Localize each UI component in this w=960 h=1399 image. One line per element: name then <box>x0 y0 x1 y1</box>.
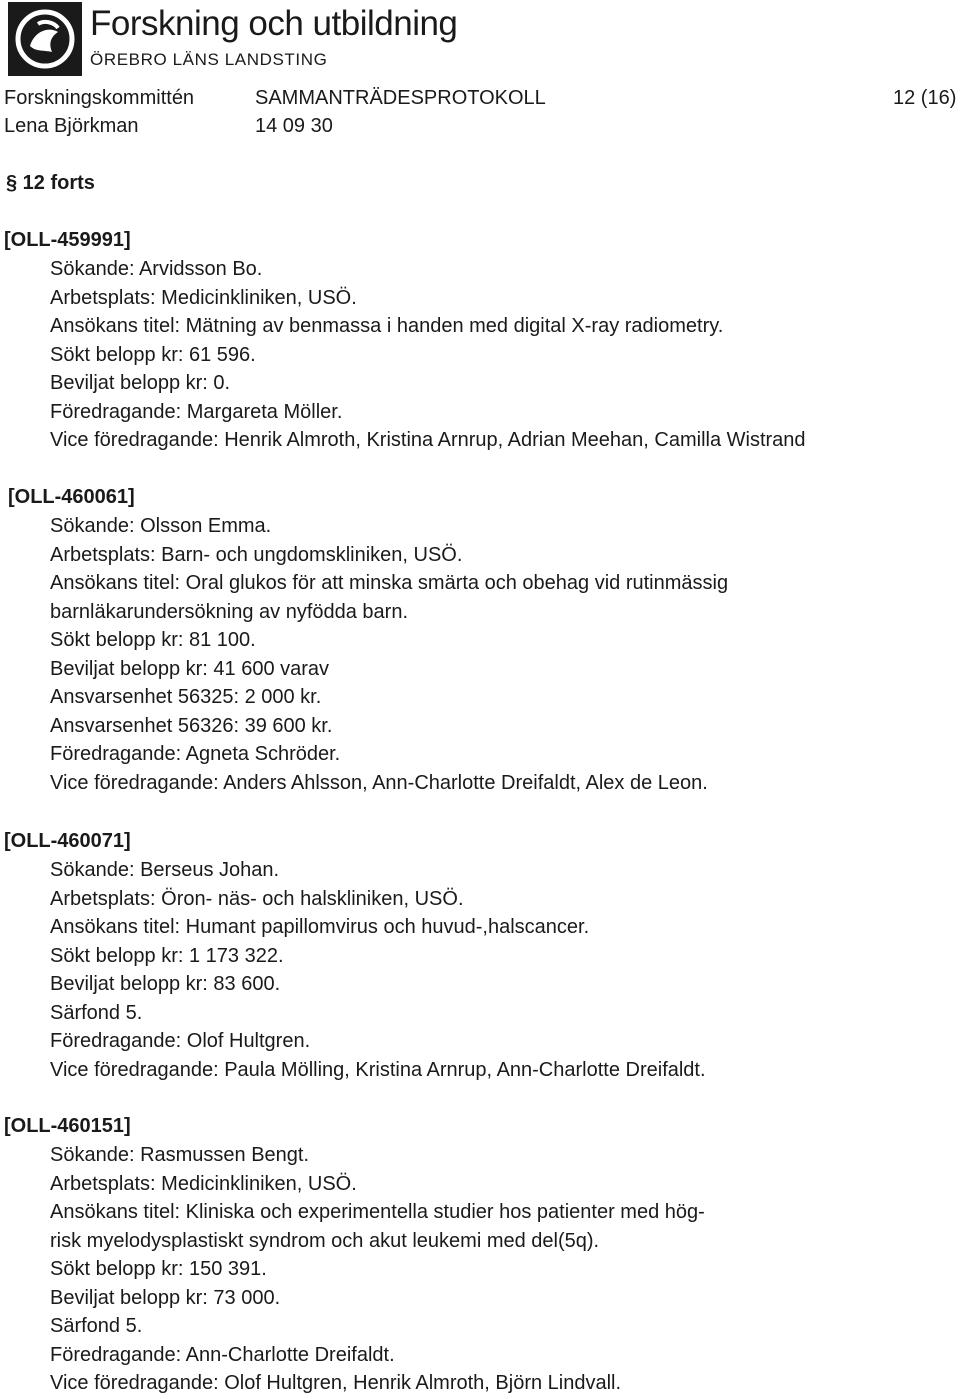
entry-line: Vice föredragande: Paula Mölling, Kristina Arnrup, Ann-Charlotte Dreifaldt. <box>50 1059 706 1081</box>
brand-title: Forskning och utbildning <box>90 4 458 43</box>
entry-line: Vice föredragande: Olof Hultgren, Henrik Almroth, Björn Lindvall. <box>50 1372 622 1394</box>
entry-line: Beviljat belopp kr: 41 600 varav <box>50 658 330 680</box>
entry-line: barnläkarundersökning av nyfödda barn. <box>50 601 409 623</box>
entry-line: Särfond 5. <box>50 1002 143 1024</box>
entry-line: Ansvarsenhet 56325: 2 000 kr. <box>50 686 322 708</box>
entry-line: Sökt belopp kr: 61 596. <box>50 344 256 366</box>
entry-line: Sökande: Berseus Johan. <box>50 859 280 881</box>
document-type: SAMMANTRÄDESPROTOKOLL <box>255 87 546 109</box>
entry-line: Ansökans titel: Humant papillomvirus och huvud-,halscancer. <box>50 916 590 938</box>
application-id: [OLL-460071] <box>4 830 131 852</box>
committee-name: Forskningskommittén <box>4 87 195 109</box>
entry-line: Föredragande: Agneta Schröder. <box>50 743 341 765</box>
entry-line: Sökt belopp kr: 81 100. <box>50 629 256 651</box>
entry-line: Vice föredragande: Anders Ahlsson, Ann-Charlotte Dreifaldt, Alex de Leon. <box>50 772 708 794</box>
entry-line: Arbetsplats: Medicinkliniken, USÖ. <box>50 287 357 309</box>
entry-line: Sökt belopp kr: 150 391. <box>50 1258 267 1280</box>
entry-line: Föredragande: Olof Hultgren. <box>50 1030 311 1052</box>
section-heading: § 12 forts <box>6 172 95 194</box>
author-name: Lena Björkman <box>4 115 139 137</box>
entry-line: Beviljat belopp kr: 83 600. <box>50 973 281 995</box>
entry-line: Beviljat belopp kr: 73 000. <box>50 1287 281 1309</box>
entry-line: Arbetsplats: Medicinkliniken, USÖ. <box>50 1173 357 1195</box>
entry-line: Arbetsplats: Barn- och ungdomskliniken, USÖ. <box>50 544 463 566</box>
entry-line: Ansökans titel: Mätning av benmassa i handen med digital X-ray radiometry. <box>50 315 724 337</box>
entry-line: risk myelodysplastiskt syndrom och akut leukemi med del(5q). <box>50 1230 600 1252</box>
brand-subtitle: ÖREBRO LÄNS LANDSTING <box>90 50 328 69</box>
entry-line: Arbetsplats: Öron- näs- och halskliniken, USÖ. <box>50 888 464 910</box>
entry-line: Föredragande: Ann-Charlotte Dreifaldt. <box>50 1344 395 1366</box>
entry-line: Ansökans titel: Oral glukos för att minska smärta och obehag vid rutinmässig <box>50 572 729 594</box>
entry-line: Föredragande: Margareta Möller. <box>50 401 343 423</box>
entry-line: Ansvarsenhet 56326: 39 600 kr. <box>50 715 333 737</box>
entry-line: Sökande: Rasmussen Bengt. <box>50 1144 310 1166</box>
application-id: [OLL-460061] <box>8 486 135 508</box>
page-number: 12 (16) <box>893 87 957 109</box>
entry-line: Ansökans titel: Kliniska och experimentella studier hos patienter med hög- <box>50 1201 705 1223</box>
entry-line: Vice föredragande: Henrik Almroth, Kristina Arnrup, Adrian Meehan, Camilla Wistrand <box>50 429 806 451</box>
meeting-date: 14 09 30 <box>255 115 333 137</box>
entry-line: Sökande: Olsson Emma. <box>50 515 272 537</box>
entry-line: Särfond 5. <box>50 1315 143 1337</box>
landsting-logo-icon <box>8 2 82 76</box>
entry-line: Beviljat belopp kr: 0. <box>50 372 231 394</box>
application-id: [OLL-459991] <box>4 229 131 251</box>
entry-line: Sökande: Arvidsson Bo. <box>50 258 263 280</box>
entry-line: Sökt belopp kr: 1 173 322. <box>50 945 284 967</box>
application-id: [OLL-460151] <box>4 1115 131 1137</box>
